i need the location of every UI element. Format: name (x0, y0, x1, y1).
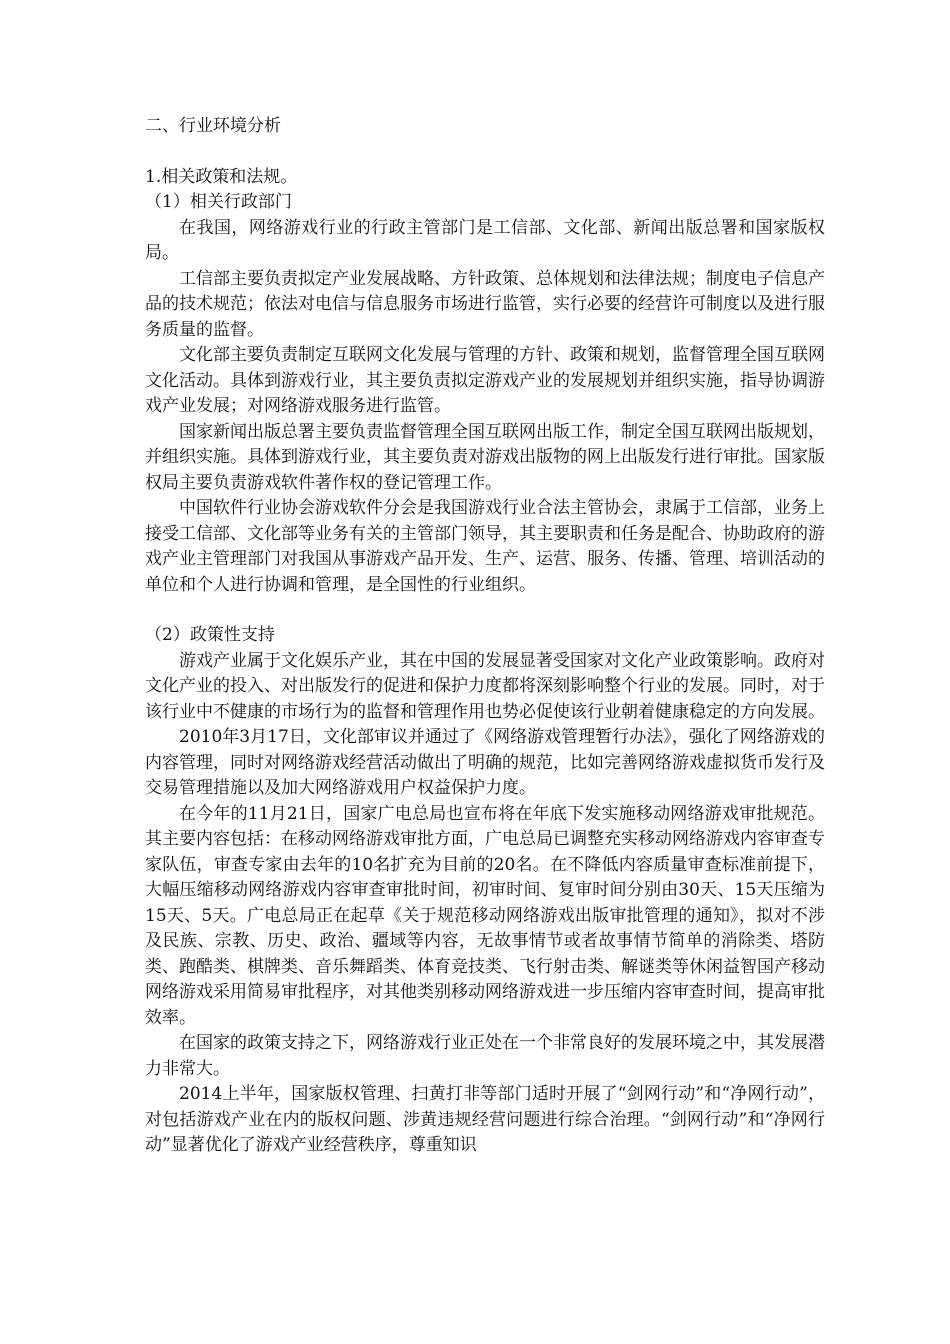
paragraph: 文化部主要负责制定互联网文化发展与管理的方针、政策和规划，监督管理全国互联网文化活动。具体到游戏行业，其主要负责拟定游戏产业的发展规划并组织实施，指导协调游戏产业发展；对网络游戏服务进行监管。 (145, 345, 825, 416)
paragraph: 2014上半年，国家版权管理、扫黄打非等部门适时开展了“剑网行动”和“净网行动”，对包括游戏产业在内的版权问题、涉黄违规经营问题进行综合治理。“剑网行动”和“净网行动”显著优化了游戏产业经营秩序，尊重知识 (145, 1084, 825, 1155)
paragraph: 中国软件行业协会游戏软件分会是我国游戏行业合法主管协会，隶属于工信部，业务上接受工信部、文化部等业务有关的主管部门领导，其主要职责和任务是配合、协助政府的游戏产业主管理部门对我国从事游戏产品开发、生产、运营、服务、传播、管理、培训活动的单位和个人进行协调和管理，是全国性的行业组织。 (145, 498, 825, 595)
document-body (145, 114, 825, 1159)
paragraph: 在今年的11月21日，国家广电总局也宣布将在年底下发实施移动网络游戏审批规范。其主要内容包括：在移动网络游戏审批方面，广电总局已调整充实移动网络游戏内容审查专家队伍，审查专家由去年的10名扩充为目前的20名。在不降低内容质量审查标准前提下，大幅压缩移动网络游戏内容审查审批时间，初审时间、复审时间分别由30天、15天压缩为15天、5天。广电总局正在起草《关于规范移动网络游戏出版审批管理的通知》，拟对不涉及民族、宗教、历史、政治、疆域等内容，无故事情节或者故事情节简单的消除类、塔防类、跑酷类、棋牌类、音乐舞蹈类、体育竞技类、飞行射击类、解谜类等休闲益智国产移动网络游戏采用简易审批程序，对其他类别移动网络游戏进一步压缩内容审查时间，提高审批效率。 (145, 803, 825, 1028)
part2-title: （2）政策性支持 (145, 625, 275, 645)
subsection-title: 1.相关政策和法规。 (145, 166, 298, 187)
part1-title: （1）相关行政部门 (145, 192, 292, 212)
paragraph: 在我国，网络游戏行业的行政主管部门是工信部、文化部、新闻出版总署和国家版权局。 (145, 217, 825, 263)
paragraph: 国家新闻出版总署主要负责监督管理全国互联网出版工作，制定全国互联网出版规划，并组织实施。具体到游戏行业，其主要负责对游戏出版物的网上出版发行进行审批。国家版权局主要负责游戏软件著作权的登记管理工作。 (145, 421, 825, 493)
paragraph: 在国家的政策支持之下，网络游戏行业正处在一个非常良好的发展环境之中，其发展潜力非常大。 (145, 1033, 825, 1079)
paragraph: 工信部主要负责拟定产业发展战略、方针政策、总体规划和法律法规；制度电子信息产品的技术规范；依法对电信与信息服务市场进行监管，实行必要的经营许可制度以及进行服务质量的监督。 (145, 268, 825, 340)
paragraph: 游戏产业属于文化娱乐产业，其在中国的发展显著受国家对文化产业政策影响。政府对文化产业的投入、对出版发行的促进和保护力度都将深刻影响整个行业的发展。同时，对于该行业中不健康的市场行为的监督和管理作用也势必促使该行业朝着健康稳定的方向发展。 (145, 650, 825, 722)
paragraph: 2010年3月17日，文化部审议并通过了《网络游戏管理暂行办法》，强化了网络游戏的内容管理，同时对网络游戏经营活动做出了明确的规范，比如完善网络游戏虚拟货币发行及交易管理措施以及加大网络游戏用户权益保护力度。 (145, 727, 825, 798)
section-title: 二、行业环境分析 (145, 116, 281, 136)
